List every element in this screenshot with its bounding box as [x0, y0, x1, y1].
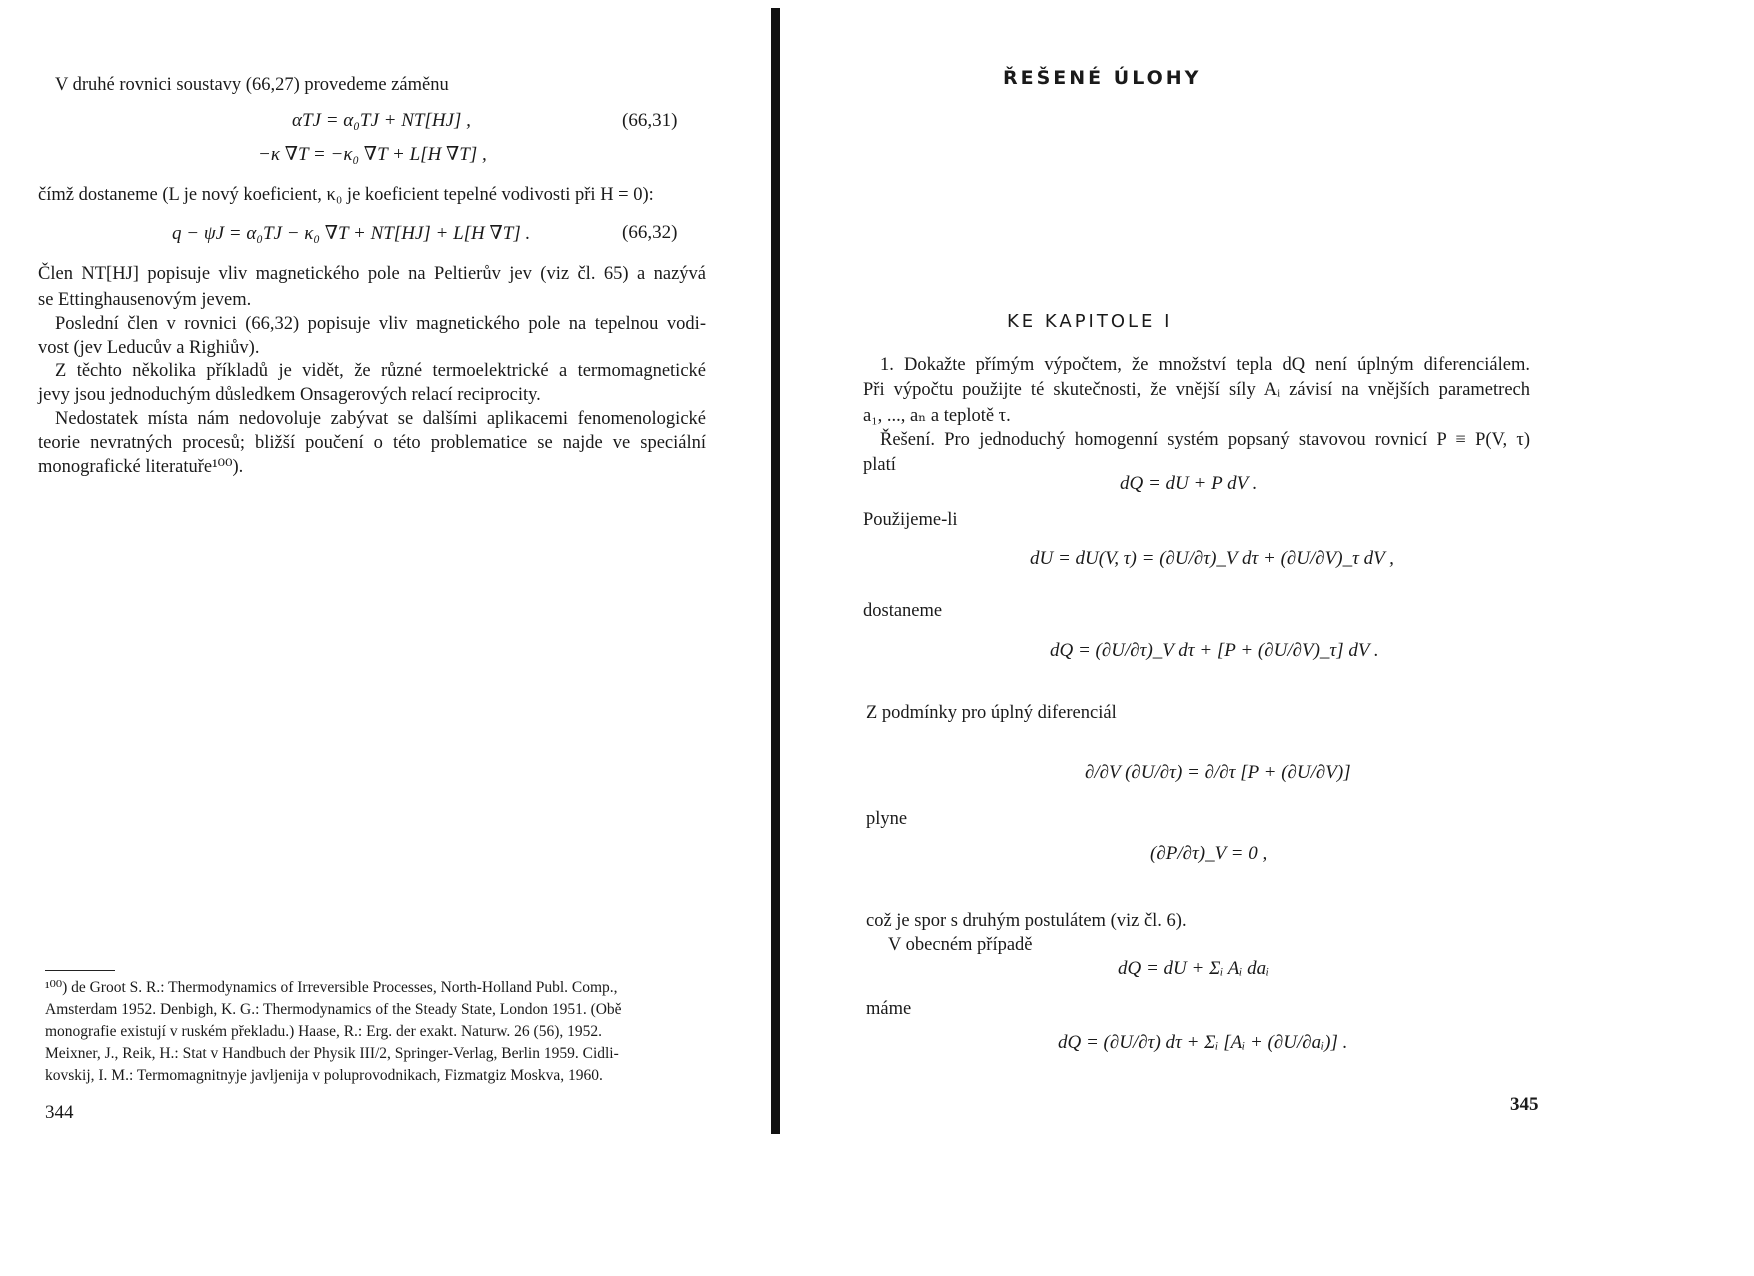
paragraph-examples-line2: jevy jsou jednoduchým důsledkem Onsagerových relací reciprocity.: [38, 385, 541, 405]
plyne-text: plyne: [866, 809, 908, 829]
mame-text: máme: [866, 999, 912, 1019]
paragraph-leduc-line2: vost (jev Leducův a Righiův).: [38, 338, 260, 358]
equation-66-32: q − ψJ = α₀TJ − κ₀ ∇T + NT[HJ] + L[H ∇T] .: [172, 223, 531, 244]
equation-number-66-32: (66,32): [622, 222, 678, 243]
paragraph-ettinghausen-line1: Člen NT[HJ] popisuje vliv magnetického pole na Peltierův jev (viz čl. 65) a nazývá: [38, 264, 706, 284]
pouzijeme-text: Použijeme-li: [863, 510, 958, 530]
equation-final: dQ = (∂U/∂τ) dτ + Σᵢ [Aᵢ + (∂U/∂aᵢ)] .: [1058, 1032, 1348, 1053]
chapter-subheading: KE KAPITOLE I: [1007, 311, 1173, 332]
equation-general: dQ = dU + Σᵢ Aᵢ daᵢ: [1118, 958, 1270, 979]
page-number-right: 345: [1510, 1094, 1539, 1115]
equation-66-31-line1: αTJ = α₀TJ + NT[HJ] ,: [292, 110, 471, 131]
book-spine: [771, 8, 780, 1134]
footnote-line1: ¹⁰⁰) de Groot S. R.: Thermodynamics of Irreversible Processes, North-Holland Publ. Comp.,: [45, 979, 618, 996]
equation-dU: dU = dU(V, τ) = (∂U/∂τ)_V dτ + (∂U/∂V)_τ dV ,: [1030, 548, 1394, 569]
equation-zero: (∂P/∂τ)_V = 0 ,: [1150, 843, 1268, 864]
footnote-line2: Amsterdam 1952. Denbigh, K. G.: Thermodynamics of the Steady State, London 1951. (Obě: [45, 1001, 622, 1018]
dostaneme-text: dostaneme: [863, 601, 943, 621]
footnote-rule: [45, 970, 115, 971]
intro-text: V druhé rovnici soustavy (66,27) provedeme záměnu: [55, 75, 449, 95]
paragraph-ettinghausen-line2: se Ettinghausenovým jevem.: [38, 290, 252, 310]
spor-text: což je spor s druhým postulátem (viz čl. 6).: [866, 911, 1187, 931]
footnote-line5: kovskij, I. M.: Termomagnitnyje javljenija v poluprovodnikach, Fizmatgiz Moskva, 1960.: [45, 1067, 603, 1084]
footnote-line4: Meixner, J., Reik, H.: Stat v Handbuch der Physik III/2, Springer-Verlag, Berlin 1959. Cidli-: [45, 1045, 619, 1062]
paragraph-lack-line1: Nedostatek místa nám nedovoluje zabývat se dalšími aplikacemi fenomenologické: [55, 409, 706, 429]
equation-number-66-31: (66,31): [622, 110, 678, 131]
equation-dQ-expanded: dQ = (∂U/∂τ)_V dτ + [P + (∂U/∂V)_τ] dV .: [1050, 640, 1379, 661]
problem-line1: 1. Dokažte přímým výpočtem, že množství tepla dQ není úplným diferenciálem.: [880, 355, 1530, 375]
footnote-line3: monografie existují v ruském překladu.) Haase, R.: Erg. der exakt. Naturw. 26 (56), 1952.: [45, 1023, 602, 1040]
solution-line: Řešení. Pro jednoduchý homogenní systém popsaný stavovou rovnicí P ≡ P(V, τ): [880, 430, 1530, 450]
paragraph-lack-line3: monografické literatuře¹⁰⁰).: [38, 457, 244, 477]
z-podminky-text: Z podmínky pro úplný diferenciál: [866, 703, 1117, 723]
problem-line2: Při výpočtu použijte té skutečnosti, že vnější síly Aᵢ závisí na vnějších parametrech: [863, 380, 1530, 400]
equation-dQ: dQ = dU + P dV .: [1120, 473, 1258, 494]
section-heading: ŘEŠENÉ ÚLOHY: [1003, 67, 1202, 89]
equation-condition: ∂/∂V (∂U/∂τ) = ∂/∂τ [P + (∂U/∂V)]: [1085, 762, 1351, 783]
paragraph-lack-line2: teorie nevratných procesů; bližší poučení o této problematice se najde ve speciální: [38, 433, 706, 453]
paragraph-leduc-line1: Poslední člen v rovnici (66,32) popisuje vliv magnetického pole na tepelnou vodi-: [55, 314, 706, 334]
paragraph-examples-line1: Z těchto několika příkladů je vidět, že různé termoelektrické a termomagnetické: [55, 361, 706, 381]
after-equation-text: čímž dostaneme (L je nový koeficient, κ₀ je koeficient tepelné vodivosti při H = 0):: [38, 185, 654, 205]
plati-text: platí: [863, 455, 896, 475]
equation-66-31-line2: −κ ∇T = −κ₀ ∇T + L[H ∇T] ,: [258, 144, 487, 165]
obecnem-text: V obecném případě: [888, 935, 1033, 955]
problem-line3: a₁, ..., aₙ a teplotě τ.: [863, 406, 1011, 426]
page-number-left: 344: [45, 1102, 74, 1123]
